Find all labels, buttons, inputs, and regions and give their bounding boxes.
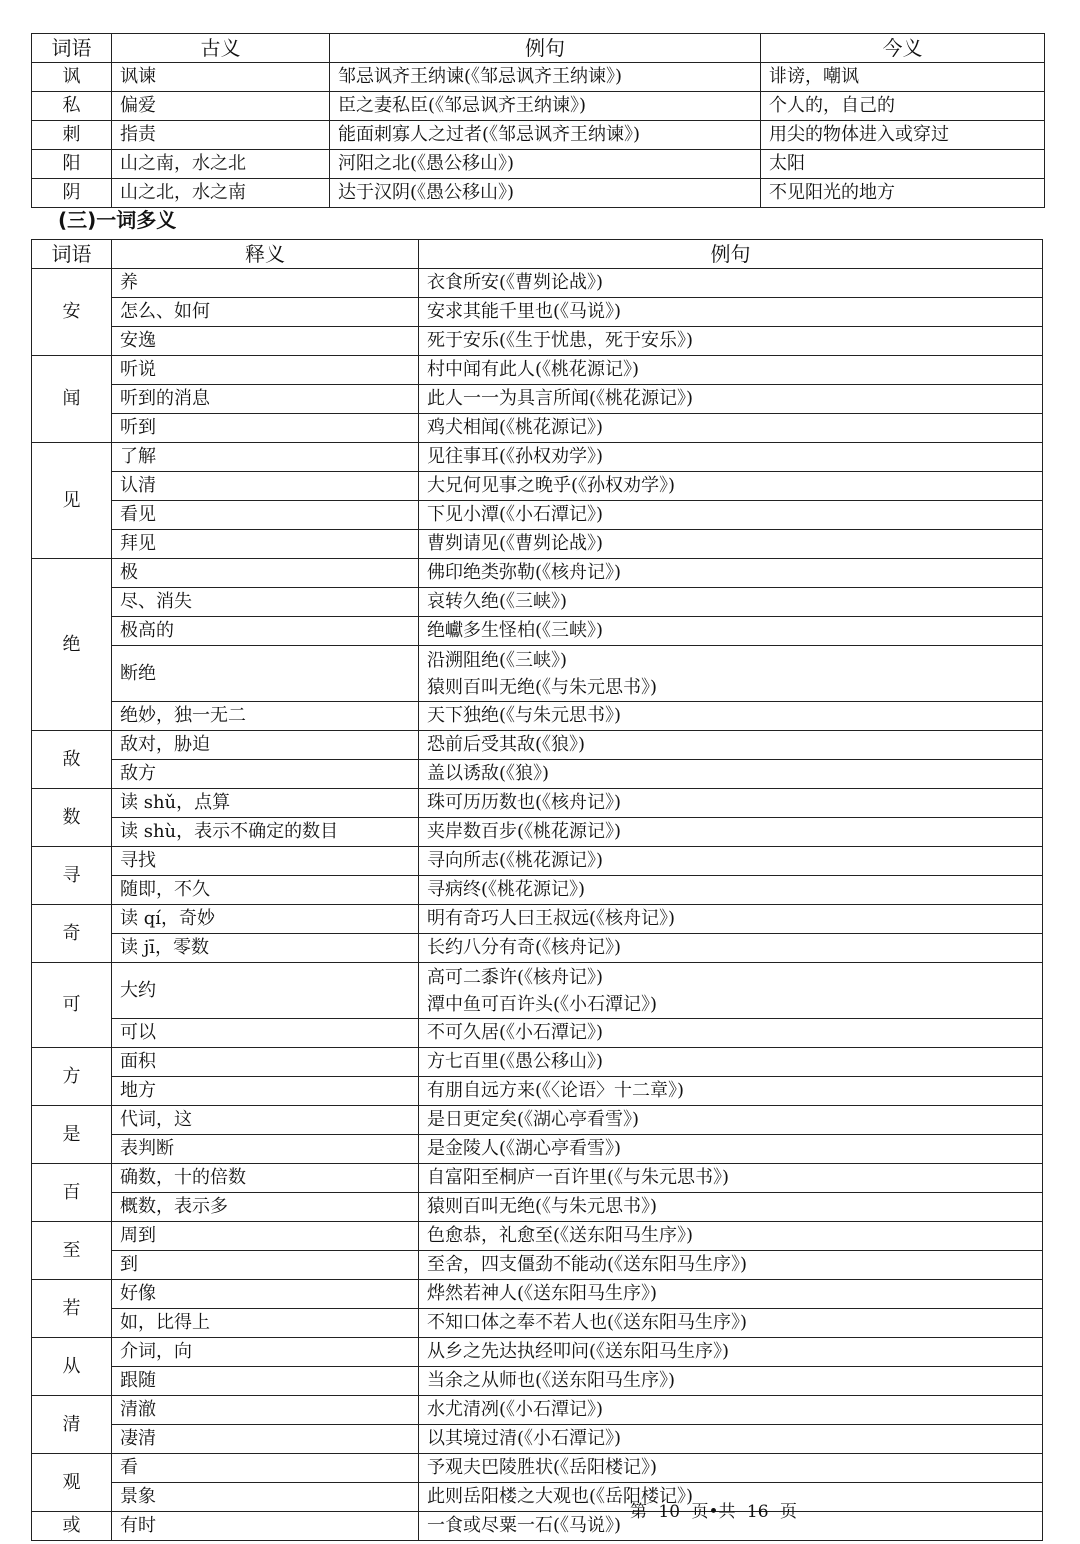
header-word: 词语 (32, 34, 112, 63)
example-text: 烨然若神人(《送东阳马生序》) (427, 1283, 658, 1304)
example-cell: 河阳之北(《愚公移山》) (330, 150, 761, 179)
modern-meaning-cell: 太阳 (761, 150, 1045, 179)
ancient-modern-meaning-table (31, 33, 1045, 208)
meaning-cell: 可以 (112, 1019, 419, 1048)
table-row (32, 1483, 1043, 1512)
table-row (32, 414, 1043, 443)
table-row (32, 1251, 1043, 1280)
example-cell (419, 1077, 1043, 1106)
example-cell (419, 731, 1043, 760)
word-cell: 数 (32, 789, 112, 847)
meaning-cell: 表判断 (112, 1135, 419, 1164)
example-text: 是日更定矣(《湖心亭看雪》) (427, 1109, 640, 1130)
word-cell: 见 (32, 443, 112, 559)
meaning-cell: 敌方 (112, 760, 419, 789)
table-row (32, 847, 1043, 876)
word-cell: 安 (32, 269, 112, 356)
table-row (32, 269, 1043, 298)
example-text: 鸡犬相闻(《桃花源记》) (427, 417, 604, 438)
table-row (32, 1367, 1043, 1396)
table-row (32, 472, 1043, 501)
polysemy-table (31, 239, 1043, 1541)
footer-page-number: 10 (658, 1502, 681, 1522)
table-row (32, 1106, 1043, 1135)
example-text: 见往事耳(《孙权劝学》) (427, 446, 604, 467)
table-row (32, 789, 1043, 818)
example-text: 不可久居(《小石潭记》) (427, 1022, 604, 1043)
word-cell: 私 (32, 92, 112, 121)
example-cell (419, 1280, 1043, 1309)
table-row (32, 1512, 1043, 1541)
example-cell: 臣之妻私臣(《邹忌讽齐王纳谏》) (330, 92, 761, 121)
table-row (32, 1309, 1043, 1338)
example-text: 夹岸数百步(《桃花源记》) (427, 821, 622, 842)
example-text: 死于安乐(《生于忧患，死于安乐》) (427, 330, 694, 351)
table-row (32, 588, 1043, 617)
example-text: 一食或尽粟一石(《马说》) (427, 1515, 622, 1536)
example-cell (419, 1338, 1043, 1367)
example-cell: 达于汉阴(《愚公移山》) (330, 179, 761, 208)
word-cell: 百 (32, 1164, 112, 1222)
word-cell: 从 (32, 1338, 112, 1396)
example-text: 村中闻有此人(《桃花源记》) (427, 359, 640, 380)
table-row (32, 298, 1043, 327)
table-row (32, 1454, 1043, 1483)
example-text: 盖以诱敌(《狼》) (427, 763, 550, 784)
example-text: 水尤清冽(《小石潭记》) (427, 1399, 604, 1420)
example-cell (419, 356, 1043, 385)
example-cell (419, 443, 1043, 472)
table-row (32, 963, 1043, 1019)
table-row (32, 150, 1045, 179)
meaning-cell: 凄清 (112, 1425, 419, 1454)
meaning-cell: 好像 (112, 1280, 419, 1309)
meaning-cell: 读 shǔ，点算 (112, 789, 419, 818)
example-cell (419, 1193, 1043, 1222)
example-cell (419, 905, 1043, 934)
example-text: 不知口体之奉不若人也(《送东阳马生序》) (427, 1312, 748, 1333)
meaning-cell: 安逸 (112, 327, 419, 356)
meaning-cell: 拜见 (112, 530, 419, 559)
example-text: 自富阳至桐庐一百许里(《与朱元思书》) (427, 1167, 730, 1188)
meaning-cell: 代词，这 (112, 1106, 419, 1135)
word-cell: 敌 (32, 731, 112, 789)
example-cell (419, 789, 1043, 818)
header-example: 例句 (330, 34, 761, 63)
word-cell: 若 (32, 1280, 112, 1338)
example-cell (419, 501, 1043, 530)
word-cell: 寻 (32, 847, 112, 905)
word-cell: 至 (32, 1222, 112, 1280)
footer-total-pages: 16 (746, 1502, 769, 1522)
example-text: 予观夫巴陵胜状(《岳阳楼记》) (427, 1457, 658, 1478)
word-cell: 观 (32, 1454, 112, 1512)
table-row (32, 905, 1043, 934)
example-cell (419, 414, 1043, 443)
word-cell: 刺 (32, 121, 112, 150)
table-row (32, 818, 1043, 847)
meaning-cell: 极 (112, 559, 419, 588)
word-cell: 或 (32, 1512, 112, 1541)
example-text: 此则岳阳楼之大观也(《岳阳楼记》) (427, 1486, 694, 1507)
example-cell (419, 1135, 1043, 1164)
example-text: 绝巘多生怪柏(《三峡》) (427, 620, 604, 641)
example-cell (419, 1309, 1043, 1338)
meaning-cell: 敌对，胁迫 (112, 731, 419, 760)
meaning-cell: 随即，不久 (112, 876, 419, 905)
word-cell: 绝 (32, 559, 112, 731)
example-cell (419, 1106, 1043, 1135)
header-meaning: 释义 (112, 240, 419, 269)
example-cell (419, 760, 1043, 789)
example-cell (419, 1251, 1043, 1280)
example-cell (419, 1222, 1043, 1251)
table-row (32, 179, 1045, 208)
table-header-row (32, 34, 1045, 63)
example-text: 方七百里(《愚公移山》) (427, 1051, 604, 1072)
modern-meaning-cell: 个人的，自己的 (761, 92, 1045, 121)
example-cell: 邹忌讽齐王纳谏(《邹忌讽齐王纳谏》) (330, 63, 761, 92)
example-cell (419, 1425, 1043, 1454)
table-row (32, 443, 1043, 472)
meaning-cell: 寻找 (112, 847, 419, 876)
meaning-cell: 看见 (112, 501, 419, 530)
example-cell (419, 1367, 1043, 1396)
table-row (32, 327, 1043, 356)
table-row (32, 760, 1043, 789)
word-cell: 可 (32, 963, 112, 1048)
example-cell (419, 934, 1043, 963)
header-word: 词语 (32, 240, 112, 269)
example-text: 下见小潭(《小石潭记》) (427, 504, 604, 525)
example-text: 是金陵人(《湖心亭看雪》) (427, 1138, 622, 1159)
meaning-cell: 听到的消息 (112, 385, 419, 414)
table-row (32, 1135, 1043, 1164)
ancient-meaning-cell: 讽谏 (112, 63, 330, 92)
word-cell: 闻 (32, 356, 112, 443)
example-cell (419, 876, 1043, 905)
example-text: 安求其能千里也(《马说》) (427, 301, 622, 322)
meaning-cell: 怎么、如何 (112, 298, 419, 327)
table-row (32, 1338, 1043, 1367)
meaning-cell: 听到 (112, 414, 419, 443)
table-row (32, 934, 1043, 963)
modern-meaning-cell: 用尖的物体进入或穿过 (761, 121, 1045, 150)
table-row (32, 876, 1043, 905)
ancient-meaning-cell: 指责 (112, 121, 330, 150)
example-text: 从乡之先达执经叩问(《送东阳马生序》) (427, 1341, 730, 1362)
meaning-cell: 清澈 (112, 1396, 419, 1425)
meaning-cell: 看 (112, 1454, 419, 1483)
table-row (32, 1193, 1043, 1222)
example-cell (419, 963, 1043, 1019)
table-row (32, 559, 1043, 588)
table-row (32, 646, 1043, 702)
example-text: 此人一一为具言所闻(《桃花源记》) (427, 388, 694, 409)
example-text: 衣食所安(《曹刿论战》) (427, 272, 604, 293)
example-cell (419, 559, 1043, 588)
example-cell (419, 1019, 1043, 1048)
example-cell (419, 847, 1043, 876)
word-cell: 方 (32, 1048, 112, 1106)
header-ancient-meaning: 古义 (112, 34, 330, 63)
meaning-cell: 有时 (112, 1512, 419, 1541)
meaning-cell: 到 (112, 1251, 419, 1280)
header-modern-meaning: 今义 (761, 34, 1045, 63)
example-text: 以其境过清(《小石潭记》) (427, 1428, 622, 1449)
example-text: 猿则百叫无绝(《与朱元思书》) (427, 676, 658, 698)
table-row (32, 92, 1045, 121)
example-text: 长约八分有奇(《核舟记》) (427, 937, 622, 958)
example-cell (419, 818, 1043, 847)
table-row (32, 702, 1043, 731)
example-text: 恐前后受其敌(《狼》) (427, 734, 586, 755)
example-cell (419, 702, 1043, 731)
header-example: 例句 (419, 240, 1043, 269)
example-cell (419, 617, 1043, 646)
word-cell: 是 (32, 1106, 112, 1164)
table-row (32, 1396, 1043, 1425)
example-cell (419, 646, 1043, 702)
example-cell (419, 269, 1043, 298)
example-text: 寻向所志(《桃花源记》) (427, 850, 604, 871)
table-row (32, 1019, 1043, 1048)
example-cell (419, 530, 1043, 559)
meaning-cell: 景象 (112, 1483, 419, 1512)
meaning-cell: 介词，向 (112, 1338, 419, 1367)
example-text: 猿则百叫无绝(《与朱元思书》) (427, 1196, 658, 1217)
example-cell (419, 327, 1043, 356)
table-row (32, 731, 1043, 760)
example-text: 色愈恭，礼愈至(《送东阳马生序》) (427, 1225, 694, 1246)
meaning-cell: 面积 (112, 1048, 419, 1077)
table-row (32, 530, 1043, 559)
meaning-cell: 跟随 (112, 1367, 419, 1396)
table-row (32, 617, 1043, 646)
table-row (32, 501, 1043, 530)
footer-middle: 页•共 (691, 1502, 736, 1522)
meaning-cell: 概数，表示多 (112, 1193, 419, 1222)
table-row (32, 385, 1043, 414)
example-text: 潭中鱼可百许头(《小石潭记》) (427, 993, 658, 1015)
meaning-cell: 了解 (112, 443, 419, 472)
meaning-cell: 大约 (112, 963, 419, 1019)
example-text: 寻病终(《桃花源记》) (427, 879, 586, 900)
meaning-cell: 确数，十的倍数 (112, 1164, 419, 1193)
example-text: 哀转久绝(《三峡》) (427, 591, 568, 612)
table-row (32, 1164, 1043, 1193)
table-row (32, 356, 1043, 385)
ancient-meaning-cell: 山之北，水之南 (112, 179, 330, 208)
table-row (32, 1425, 1043, 1454)
table-row (32, 1280, 1043, 1309)
example-cell (419, 298, 1043, 327)
example-text: 有朋自远方来(《〈论语〉十二章》) (427, 1080, 685, 1101)
example-text: 明有奇巧人曰王叔远(《核舟记》) (427, 908, 676, 929)
example-text: 沿溯阻绝(《三峡》) (427, 649, 568, 671)
example-cell (419, 472, 1043, 501)
example-text: 高可二黍许(《核舟记》) (427, 966, 604, 988)
meaning-cell: 听说 (112, 356, 419, 385)
ancient-meaning-cell: 山之南，水之北 (112, 150, 330, 179)
section-heading: (三)一词多义 (58, 208, 177, 232)
footer-prefix: 第 (630, 1502, 647, 1522)
meaning-cell: 如，比得上 (112, 1309, 419, 1338)
table-row (32, 63, 1045, 92)
meaning-cell: 读 shù，表示不确定的数目 (112, 818, 419, 847)
page-footer (630, 1500, 803, 1524)
example-cell (419, 588, 1043, 617)
footer-suffix: 页 (779, 1502, 797, 1522)
table-row (32, 1222, 1043, 1251)
meaning-cell: 地方 (112, 1077, 419, 1106)
meaning-cell: 断绝 (112, 646, 419, 702)
modern-meaning-cell: 不见阳光的地方 (761, 179, 1045, 208)
example-text: 当余之从师也(《送东阳马生序》) (427, 1370, 676, 1391)
meaning-cell: 认清 (112, 472, 419, 501)
word-cell: 阴 (32, 179, 112, 208)
example-cell: 能面刺寡人之过者(《邹忌讽齐王纳谏》) (330, 121, 761, 150)
example-cell (419, 385, 1043, 414)
meaning-cell: 读 qí，奇妙 (112, 905, 419, 934)
word-cell: 阳 (32, 150, 112, 179)
example-cell (419, 1164, 1043, 1193)
table-header-row (32, 240, 1043, 269)
meaning-cell: 读 jī，零数 (112, 934, 419, 963)
example-text: 至舍，四支僵劲不能动(《送东阳马生序》) (427, 1254, 748, 1275)
word-cell: 讽 (32, 63, 112, 92)
table-row (32, 1077, 1043, 1106)
meaning-cell: 养 (112, 269, 419, 298)
example-cell (419, 1048, 1043, 1077)
word-cell: 奇 (32, 905, 112, 963)
example-cell (419, 1454, 1043, 1483)
meaning-cell: 周到 (112, 1222, 419, 1251)
example-cell (419, 1396, 1043, 1425)
example-text: 曹刿请见(《曹刿论战》) (427, 533, 604, 554)
example-text: 珠可历历数也(《核舟记》) (427, 792, 622, 813)
meaning-cell: 极高的 (112, 617, 419, 646)
ancient-meaning-cell: 偏爱 (112, 92, 330, 121)
word-cell: 清 (32, 1396, 112, 1454)
example-text: 佛印绝类弥勒(《核舟记》) (427, 562, 622, 583)
example-text: 大兄何见事之晚乎(《孙权劝学》) (427, 475, 676, 496)
example-text: 天下独绝(《与朱元思书》) (427, 705, 622, 726)
meaning-cell: 尽、消失 (112, 588, 419, 617)
meaning-cell: 绝妙，独一无二 (112, 702, 419, 731)
table-row (32, 1048, 1043, 1077)
modern-meaning-cell: 诽谤，嘲讽 (761, 63, 1045, 92)
table-row (32, 121, 1045, 150)
